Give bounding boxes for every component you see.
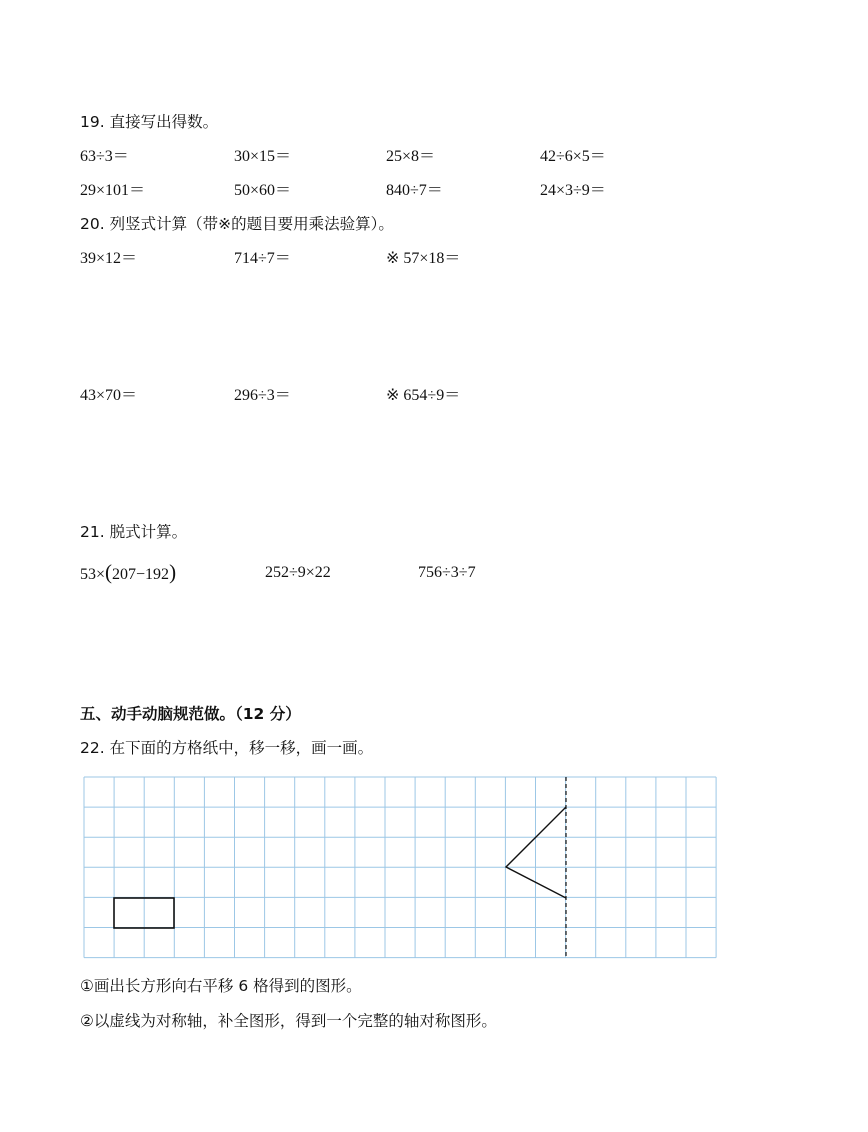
section-5-title: 五、动手动脑规范做。（12 分）: [80, 705, 301, 723]
q21-item-1-open-paren: (: [105, 560, 113, 584]
q22-instruction-2: ②以虚线为对称轴，补全图形，得到一个完整的轴对称图形。: [80, 1012, 497, 1030]
q20-r1-c1: 39×12＝: [80, 250, 138, 267]
q19-r1-c2: 30×15＝: [234, 148, 292, 165]
q22-title: 22. 在下面的方格纸中，移一移，画一画。: [80, 739, 374, 757]
q19-r1-c1: 63÷3＝: [80, 148, 129, 165]
q19-title: 19. 直接写出得数。: [80, 113, 219, 131]
q19-r2-c4: 24×3÷9＝: [540, 182, 606, 199]
q21-title: 21. 脱式计算。: [80, 523, 188, 541]
q19-r2-c1: 29×101＝: [80, 182, 146, 199]
q19-r2-c3: 840÷7＝: [386, 182, 443, 199]
q19-r1-c4: 42÷6×5＝: [540, 148, 606, 165]
q20-r2-c1: 43×70＝: [80, 387, 138, 404]
q21-item-2: 252÷9×22: [265, 564, 331, 581]
q20-r1-c3: ※ 57×18＝: [386, 250, 461, 267]
q20-r1-c2: 714÷7＝: [234, 250, 291, 267]
q21-item-1-prefix: 53×: [80, 566, 106, 583]
q21-item-1-close-paren: ): [169, 560, 177, 584]
q20-r2-c3: ※ 654÷9＝: [386, 387, 461, 404]
q19-r1-c3: 25×8＝: [386, 148, 436, 165]
q21-item-1-inner: 207−192: [112, 566, 170, 583]
q22-instruction-1: ①画出长方形向右平移 6 格得到的图形。: [80, 977, 362, 995]
q19-r2-c2: 50×60＝: [234, 182, 292, 199]
grid-lines: [84, 777, 716, 958]
q21-item-3: 756÷3÷7: [418, 564, 476, 581]
q20-r2-c2: 296÷3＝: [234, 387, 291, 404]
q20-title: 20. 列竖式计算（带※的题目要用乘法验算）。: [80, 215, 394, 233]
